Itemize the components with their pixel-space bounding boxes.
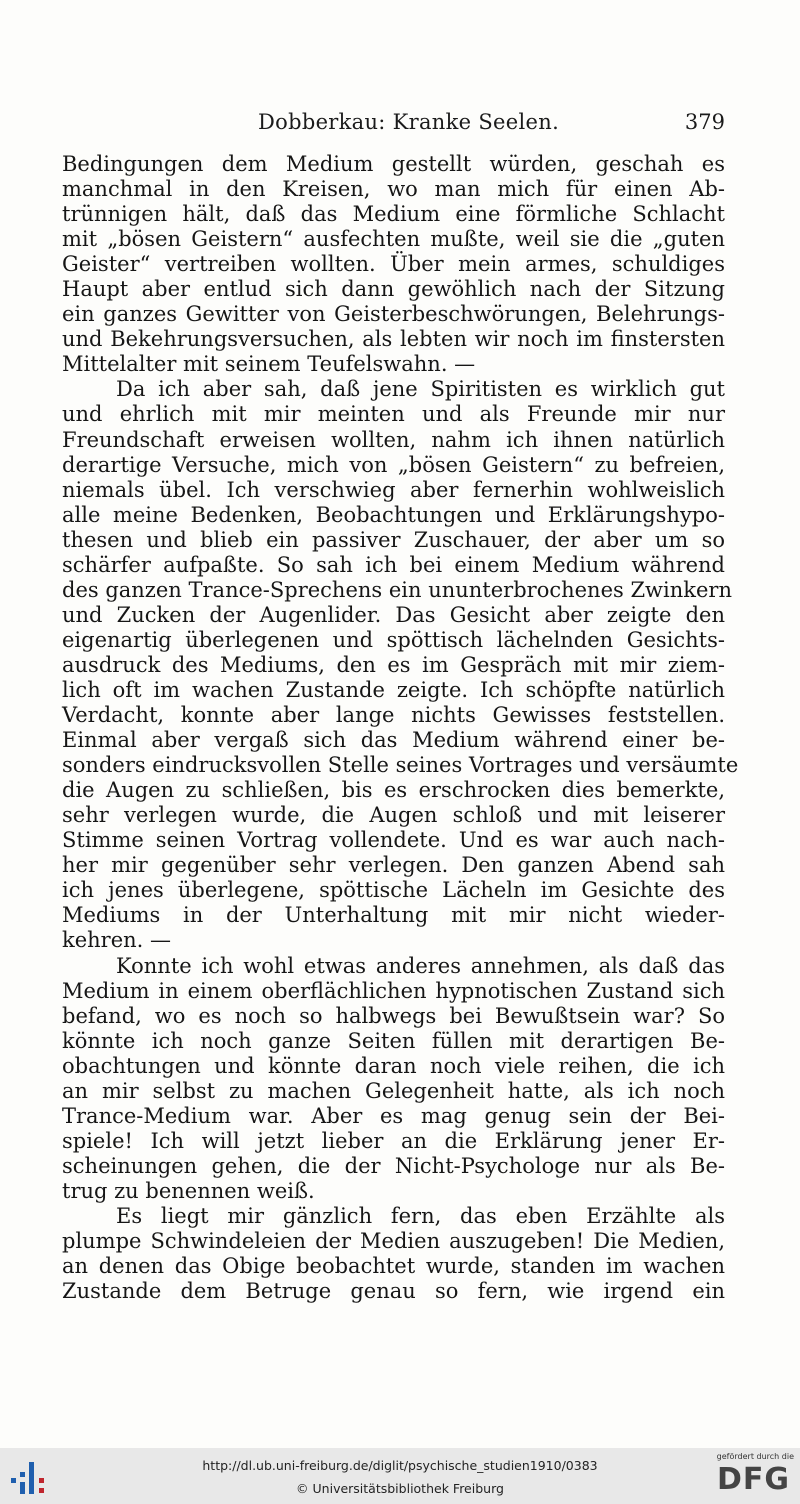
text-line: des ganzen Trance-Sprechens ein ununterbrochenes Zwinkern — [62, 577, 732, 602]
text-line: lich oft im wachen Zustande zeigte. Ich schöpfte natürlich — [62, 677, 725, 702]
text-line: Einmal aber vergaß sich das Medium während einer be- — [62, 728, 725, 753]
text-line: niemals übel. Ich verschwieg aber fernerhin wohlweislich — [62, 477, 725, 502]
text-line: ein ganzes Gewitter von Geisterbeschwörungen, Belehrungs- — [62, 302, 725, 327]
text-line: Da ich aber sah, daß jene Spiritisten es wirklich gut — [116, 377, 725, 402]
text-line: und Zucken der Augenlider. Das Gesicht aber zeigte den — [62, 602, 725, 627]
viewer-footer — [0, 1448, 800, 1504]
text-line: Bedingungen dem Medium gestellt würden, geschah es — [62, 152, 725, 176]
text-line: trünnigen hält, daß das Medium eine förmliche Schlacht — [62, 202, 725, 227]
text-line: Stimme seinen Vortrag vollendete. Und es war auch nach- — [62, 828, 725, 853]
text-line: sehr verlegen wurde, die Augen schloß und mit leiserer — [62, 803, 725, 828]
text-line: Es liegt mir gänzlich fern, das eben Erzählte als — [116, 1203, 725, 1228]
text-line: ausdruck des Mediums, den es im Gespräch mit mir ziem- — [62, 652, 725, 677]
text-line: scheinungen gehen, die der Nicht-Psychologe nur als Be- — [62, 1153, 725, 1178]
text-line: Freundschaft erweisen wollten, nahm ich ihnen natürlich — [62, 427, 725, 452]
text-line: mit „bösen Geistern“ ausfechten mußte, weil sie die „guten — [62, 227, 725, 252]
dfg-logo: DFG — [716, 1462, 790, 1497]
text-line: Zustande dem Betruge genau so fern, wie irgend ein — [62, 1279, 725, 1304]
text-line: an denen das Obige beobachtet wurde, standen im wachen — [62, 1254, 725, 1279]
text-line: an mir selbst zu machen Gelegenheit hatte, als ich noch — [62, 1078, 725, 1103]
text-line: thesen und blieb ein passiver Zuschauer, der aber um so — [62, 527, 725, 552]
text-line: und ehrlich mit mir meinten und als Freunde mir nur — [62, 402, 725, 427]
permalink-url[interactable]: http://dl.ub.uni-freiburg.de/diglit/psychische_studien1910/0383 — [202, 1458, 598, 1473]
text-line: und Bekehrungsversuchen, als lebten wir noch im finstersten — [62, 327, 725, 352]
running-title: Dobberkau: Kranke Seelen. — [258, 110, 560, 134]
dfg-funding-logo — [704, 1452, 794, 1502]
text-line: Trance-Medium war. Aber es mag genug sein der Bei- — [62, 1103, 725, 1128]
copyright-notice: © Universitätsbibliothek Freiburg — [296, 1481, 504, 1496]
text-line: Konnte ich wohl etwas anderes annehmen, als daß das — [116, 953, 725, 978]
dfg-caption: gefördert durch die — [716, 1452, 794, 1461]
text-line: Mittelalter mit seinem Teufelswahn. — — [62, 352, 476, 377]
text-line: trug zu benennen weiß. — [62, 1178, 315, 1203]
text-line: könnte ich noch ganze Seiten füllen mit derartigen Be- — [62, 1028, 725, 1053]
text-line: Geister“ vertreiben wollten. Über mein armes, schuldiges — [62, 252, 725, 277]
text-line: die Augen zu schließen, bis es erschrocken dies bemerkte, — [62, 778, 725, 803]
text-line: Mediums in der Unterhaltung mit mir nicht wieder- — [62, 903, 725, 928]
text-line: manchmal in den Kreisen, wo man mich für einen Ab- — [62, 177, 725, 202]
text-line: derartige Versuche, mich von „bösen Geistern“ zu befreien, — [62, 452, 725, 477]
text-line: Medium in einem oberflächlichen hypnotischen Zustand sich — [62, 978, 725, 1003]
text-line: ich jenes überlegene, spöttische Lächeln im Gesichte des — [62, 878, 725, 903]
text-line: befand, wo es noch so halbwegs bei Bewußtsein war? So — [62, 1003, 725, 1028]
text-line: alle meine Bedenken, Beobachtungen und Erklärungshypo- — [62, 502, 725, 527]
running-head — [62, 110, 725, 144]
text-line: spiele! Ich will jetzt lieber an die Erklärung jener Er- — [62, 1128, 725, 1153]
text-line: sonders eindrucksvollen Stelle seines Vortrages und versäumte — [62, 753, 739, 778]
text-line: plumpe Schwindeleien der Medien auszugeben! Die Medien, — [62, 1229, 725, 1254]
text-line: eigenartig überlegenen und spöttisch lächelnden Gesichts- — [62, 627, 725, 652]
text-line: kehren. — — [62, 928, 172, 953]
body-text — [62, 152, 739, 1304]
text-line: schärfer aufpaßte. So sah ich bei einem Medium während — [62, 552, 725, 577]
text-line: obachtungen und könnte daran noch viele reihen, die ich — [62, 1053, 725, 1078]
text-line: her mir gegenüber sehr verlegen. Den ganzen Abend sah — [62, 853, 725, 878]
text-line: Verdacht, konnte aber lange nichts Gewisses feststellen. — [62, 703, 725, 728]
text-line: Haupt aber entlud sich dann gewöhlich nach der Sitzung — [62, 277, 725, 302]
page-number: 379 — [684, 110, 725, 134]
